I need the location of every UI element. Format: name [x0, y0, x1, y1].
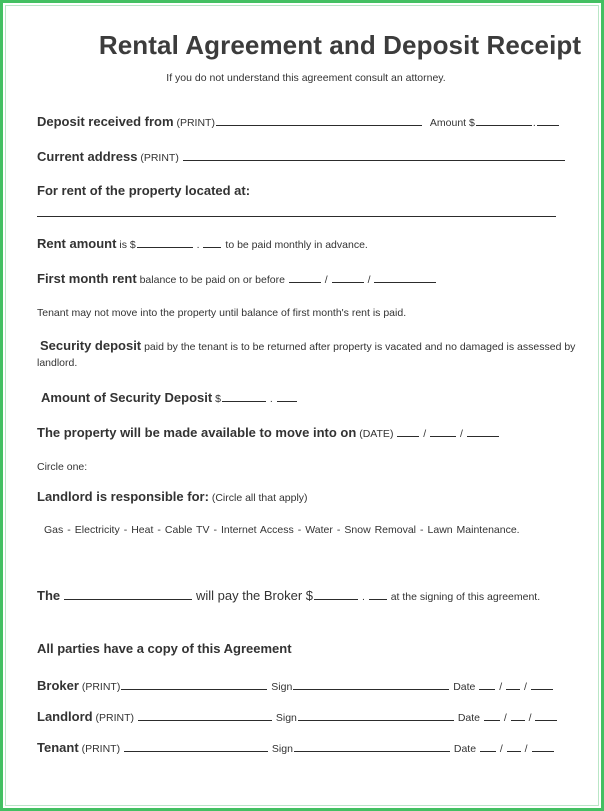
the-label: The	[37, 588, 61, 603]
tenant-sign-field[interactable]	[294, 740, 450, 752]
date-slash: /	[528, 712, 532, 724]
rent-amount-text-1: is $	[119, 239, 136, 251]
current-address-row	[37, 149, 566, 165]
date-slash: /	[524, 743, 528, 755]
landlord-responsibility-row	[37, 490, 308, 505]
signature-role: Tenant	[37, 740, 79, 755]
broker-payment-row	[37, 588, 540, 604]
signature-date-label: Date	[453, 681, 476, 693]
utilities-list: Gas - Electricity - Heat - Cable TV - Internet Access - Water - Snow Removal - Lawn Maintenance.	[44, 524, 520, 536]
tenant-date-yy-field[interactable]	[532, 740, 554, 752]
broker-date-mm-field[interactable]	[479, 678, 495, 690]
security-dollars-field[interactable]	[222, 390, 266, 402]
security-amount-dollar: $	[215, 393, 221, 405]
copies-label: All parties have a copy of this Agreement	[37, 641, 292, 656]
landlord-date-yy-field[interactable]	[535, 709, 557, 721]
broker-name-field[interactable]	[121, 678, 267, 690]
date-slash: /	[499, 743, 503, 755]
page-inner-border	[5, 5, 599, 806]
first-month-mm-field[interactable]	[289, 271, 321, 283]
security-amount-label: Amount of Security Deposit	[41, 390, 213, 405]
first-month-slash-1: /	[324, 274, 328, 286]
signature-sign-label: Sign	[271, 681, 293, 693]
landlord-responsibility-hint: (Circle all that apply)	[211, 492, 308, 504]
broker-pay-label: will pay the Broker $	[195, 588, 314, 603]
amount-label: Amount $	[429, 117, 475, 129]
broker-dollars-field[interactable]	[314, 588, 358, 600]
move-in-slash-1: /	[423, 428, 427, 440]
security-amount-row	[41, 390, 298, 406]
rent-amount-text-2: .	[196, 239, 200, 251]
tenant-date-dd-field[interactable]	[507, 740, 521, 752]
signature-row-broker	[37, 678, 554, 694]
first-month-row	[37, 271, 437, 287]
security-amount-dot: .	[269, 393, 273, 405]
tenant-name-field[interactable]	[124, 740, 268, 752]
landlord-responsibility-label: Landlord is responsible for:	[37, 489, 209, 504]
signature-sign-label: Sign	[271, 743, 293, 755]
deposit-received-row	[37, 114, 560, 130]
signature-sign-label: Sign	[275, 712, 297, 724]
tenant-notice: Tenant may not move into the property until balance of first month's rent is paid.	[37, 307, 407, 319]
property-row	[37, 184, 250, 199]
rent-amount-label: Rent amount	[37, 236, 117, 251]
signature-print-hint: (PRINT)	[81, 743, 121, 755]
security-deposit-text: paid by the tenant is to be returned after property is vacated and no damaged is assessed by landlord.	[37, 341, 576, 369]
move-in-mm-field[interactable]	[397, 425, 419, 437]
rent-dollars-field[interactable]	[137, 236, 193, 248]
signature-role: Broker	[37, 678, 79, 693]
document-sheet	[6, 6, 598, 805]
tenant-date-mm-field[interactable]	[480, 740, 496, 752]
move-in-yyyy-field[interactable]	[467, 425, 499, 437]
security-cents-field[interactable]	[277, 390, 297, 402]
signature-role: Landlord	[37, 709, 93, 724]
signature-print-hint: (PRINT)	[95, 712, 135, 724]
signature-row-landlord	[37, 709, 558, 725]
first-month-slash-2: /	[367, 274, 371, 286]
date-slash: /	[503, 712, 507, 724]
broker-pay-dot: .	[361, 591, 365, 603]
current-address-label: Current address	[37, 149, 138, 164]
first-month-yyyy-field[interactable]	[374, 271, 436, 283]
signature-date-label: Date	[453, 743, 477, 755]
landlord-sign-field[interactable]	[298, 709, 454, 721]
move-in-dd-field[interactable]	[430, 425, 456, 437]
security-deposit-paragraph	[37, 337, 577, 371]
security-deposit-label: Security deposit	[40, 338, 142, 353]
landlord-date-dd-field[interactable]	[511, 709, 525, 721]
utility-electricity[interactable]: Electricity	[74, 524, 120, 536]
deposit-received-label: Deposit received from	[37, 114, 174, 129]
move-in-row	[37, 425, 500, 441]
broker-pay-text: at the signing of this agreement.	[390, 591, 541, 603]
move-in-label: The property will be made available to move into on	[37, 425, 357, 440]
amount-cents-field[interactable]	[537, 114, 559, 126]
property-label: For rent of the property located at:	[37, 183, 251, 198]
move-in-slash-2: /	[460, 428, 463, 440]
broker-cents-field[interactable]	[369, 588, 387, 600]
utility-internet-access[interactable]: Internet Access	[220, 524, 294, 536]
utility-water[interactable]: Water	[305, 524, 333, 536]
current-address-hint: (PRINT)	[140, 152, 179, 164]
date-slash: /	[499, 681, 503, 693]
document-title: Rental Agreement and Deposit Receipt	[98, 30, 582, 60]
rent-amount-row	[37, 236, 368, 252]
payer-name-field[interactable]	[64, 588, 192, 600]
circle-one: Circle one:	[37, 461, 88, 473]
rent-cents-field[interactable]	[203, 236, 221, 248]
broker-sign-field[interactable]	[293, 678, 449, 690]
move-in-date-hint: (DATE)	[359, 428, 394, 440]
signature-row-tenant	[37, 740, 555, 756]
utility-snow-removal[interactable]: Snow Removal	[344, 524, 417, 536]
utility-lawn-maintenance[interactable]: Lawn Maintenance.	[427, 524, 520, 536]
copies-row	[37, 642, 292, 657]
current-address-field[interactable]	[183, 149, 565, 161]
rent-amount-text-3: to be paid monthly in advance.	[225, 239, 368, 251]
utility-gas[interactable]: Gas	[44, 524, 64, 536]
property-address-field[interactable]	[37, 216, 556, 217]
document-subtitle: If you do not understand this agreement consult an attorney.	[166, 72, 446, 84]
first-month-label: First month rent	[37, 271, 137, 286]
signature-date-label: Date	[457, 712, 480, 724]
amount-dollars-field[interactable]	[476, 114, 532, 126]
landlord-date-mm-field[interactable]	[484, 709, 500, 721]
utility-cable-tv[interactable]: Cable TV	[164, 524, 210, 536]
amount-dot: .	[532, 117, 536, 129]
broker-date-yy-field[interactable]	[531, 678, 553, 690]
first-month-dd-field[interactable]	[332, 271, 364, 283]
broker-date-dd-field[interactable]	[506, 678, 520, 690]
landlord-name-field[interactable]	[138, 709, 272, 721]
first-month-text: balance to be paid on or before	[139, 274, 285, 286]
signature-print-hint: (PRINT)	[81, 681, 121, 693]
utility-heat[interactable]: Heat	[131, 524, 154, 536]
deposit-from-field[interactable]	[216, 114, 422, 126]
date-slash: /	[524, 681, 527, 693]
deposit-received-hint: (PRINT)	[176, 117, 215, 129]
